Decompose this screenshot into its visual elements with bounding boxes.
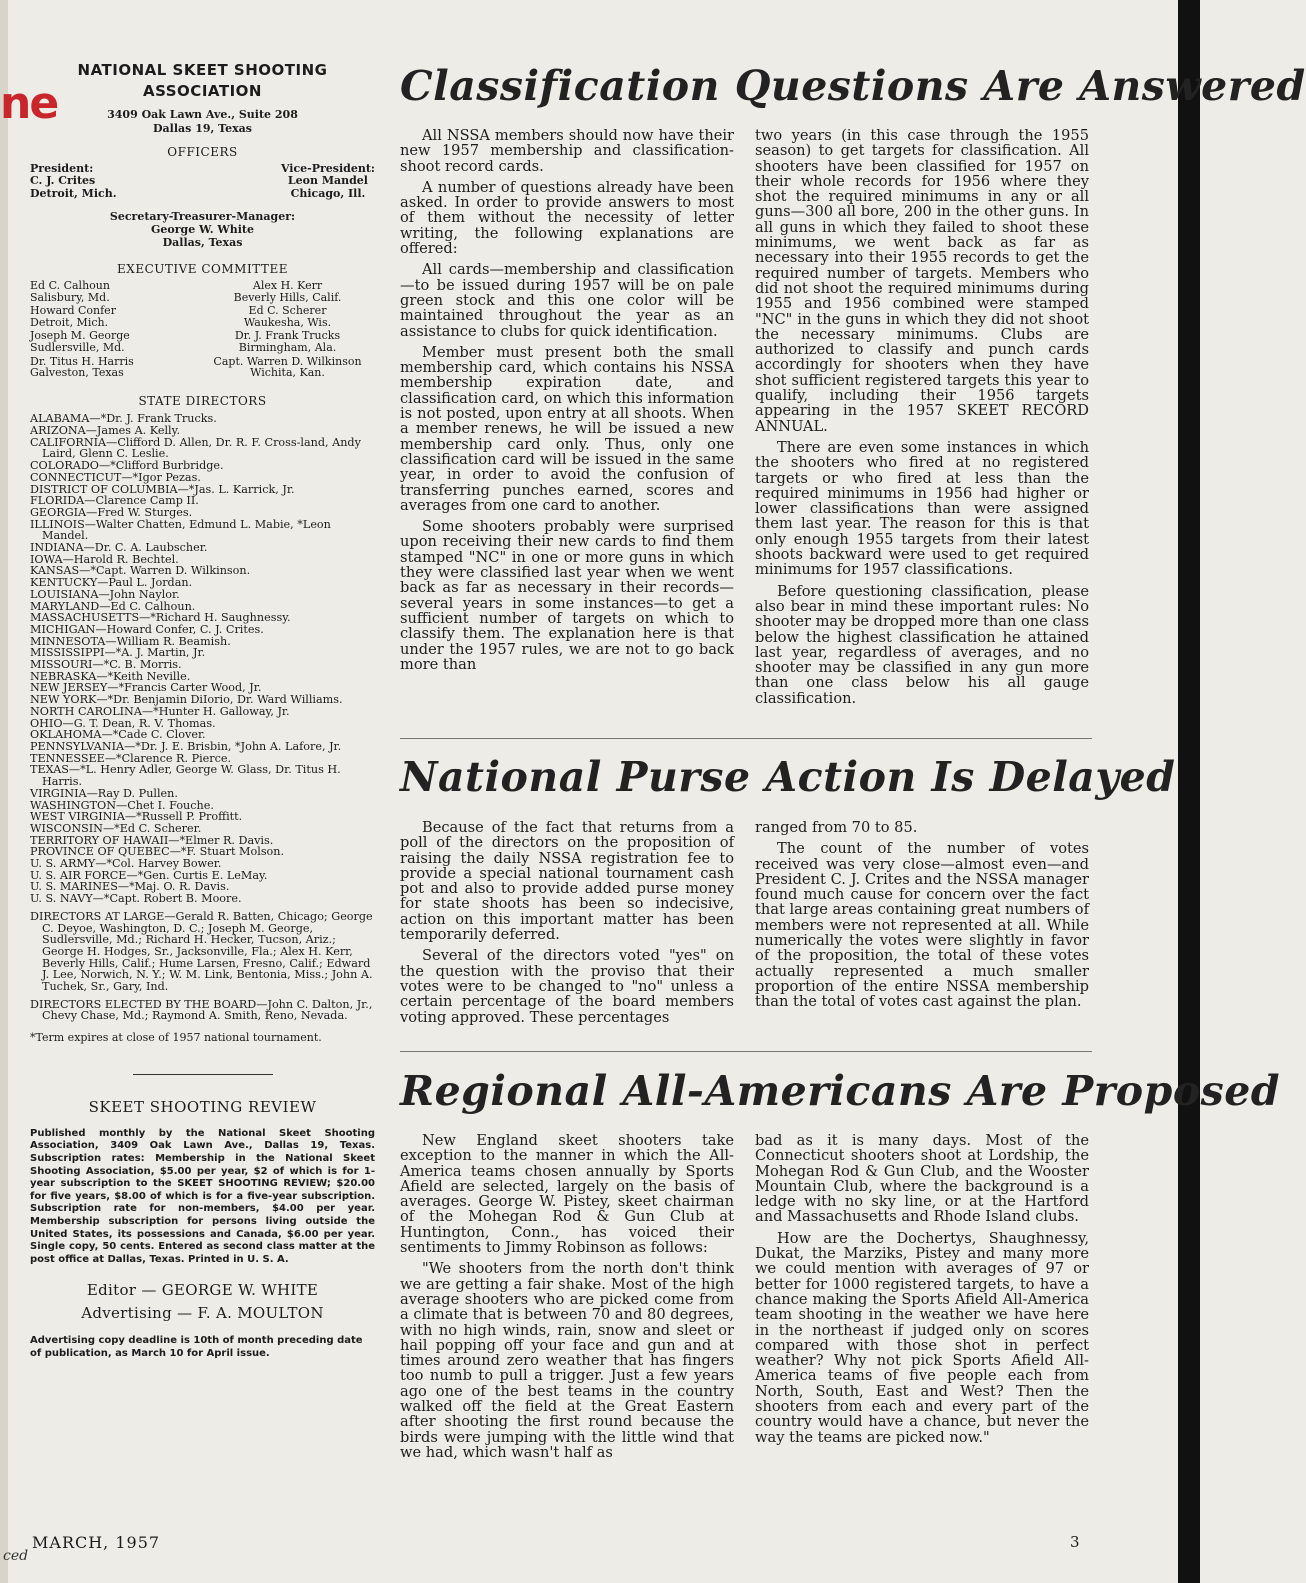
issue-date: MARCH, 1957 <box>32 1533 161 1552</box>
term-footnote: *Term expires at close of 1957 national tournament. <box>30 1031 322 1045</box>
member-city: Galveston, Texas <box>30 366 124 380</box>
association-name-line1: NATIONAL SKEET SHOOTING <box>77 61 328 79</box>
article-divider <box>400 738 1092 739</box>
state-director-entry: CONNECTICUT—*Igor Pezas. <box>30 470 201 484</box>
state-director-entry: NEW JERSEY—*Francis Carter Wood, Jr. <box>30 681 262 695</box>
state-directors-heading: STATE DIRECTORS <box>138 393 267 408</box>
editor-credit: Editor — GEORGE W. WHITE <box>86 1281 319 1300</box>
state-director-entry: CALIFORNIA—Clifford D. Allen, Dr. R. F. Cross-land, Andy Laird, Glenn C. Leslie. <box>30 435 361 461</box>
committee-member <box>200 356 375 379</box>
headline-all-americans: Regional All-Americans Are Proposed <box>400 1067 1281 1115</box>
article-classification-col2: two years (in this case through the 1955 season) to get targets for classification. All shooters have been classified for 1957 on their whole records for 1956 where they shot the required minimums in any or all guns—300 all bore, 200 in the other guns. In all guns in which they failed to shoot these minimums, we went back as far as necessary into their 1955 records to get the required number of targets. Members who did not shoot the required minimums during 1955 and 1956 combined were stamped "NC" in the guns in which they did not shoot the necessary minimums. Clubs are authorized to classify and punch cards accordingly for shooters when they have shot sufficient registered targets this year to qualify, including their 1956 targets appearing in the 1957 SKEET RECORD ANNUAL. There are even some instances in which the shooters who fired at no registered targets or who fired at less than the required minimums in 1956 had higher or lower classifications than were assigned them last year. The reason for this is that only enough 1955 targets from their latest shoots backward were used to get required minimums for 1957 classifications. Before questioning classification, please also bear in mind these important rules: No shooter may be dropped more than one class below the highest classification he attained last year, regardless of averages, and no shooter may be classified in any gun more than one class below his all gauge classification. <box>755 127 1089 707</box>
page-right-edge <box>1178 0 1200 1583</box>
state-director-entry: TENNESSEE—*Clarence R. Pierce. <box>30 751 232 765</box>
article-purse-col2: ranged from 70 to 85. The count of the number of votes received was very close—almost even—and President C. J. Crites and the NSSA manager found much cause for concern over the fact that large areas containing great numbers of members were not represented at all. While numerically the votes were slightly in favor of the proposition, the total of these votes actually represented a much smaller proportion of the entire NSSA membership than the total of votes cast against the plan. <box>755 819 1089 1011</box>
member-name: Howard Confer <box>30 304 116 318</box>
state-director-entry: U. S. NAVY—*Capt. Robert B. Moore. <box>30 892 242 906</box>
member-city: Detroit, Mich. <box>30 315 109 329</box>
state-director-entry: VIRGINIA—Ray D. Pullen. <box>30 786 178 800</box>
state-director-entry: TERRITORY OF HAWAII—*Elmer R. Davis. <box>30 833 274 847</box>
state-director-entry: MICHIGAN—Howard Confer, C. J. Crites. <box>30 622 264 636</box>
adjacent-page-red-tab: ne <box>0 78 58 129</box>
state-director-entry: OKLAHOMA—*Cade C. Clover. <box>30 728 206 742</box>
state-director-entry: U. S. ARMY—*Col. Harvey Bower. <box>30 857 222 871</box>
member-city: Waukesha, Wis. <box>243 315 332 329</box>
state-director-entry: WISCONSIN—*Ed C. Scherer. <box>30 821 202 835</box>
state-director-entry: U. S. AIR FORCE—*Gen. Curtis E. LeMay. <box>30 868 268 882</box>
page-left-edge <box>0 0 8 1583</box>
member-city: Sudlersville, Md. <box>30 340 125 354</box>
state-director-entry: MISSISSIPPI—*A. J. Martin, Jr. <box>30 646 206 660</box>
divider <box>133 1074 273 1075</box>
state-director-entry: ILLINOIS—Walter Chatten, Edmund L. Mabie, *Leon Mandel. <box>30 517 331 543</box>
state-director-entry: INDIANA—Dr. C. A. Laubscher. <box>30 541 208 555</box>
state-director-entry: DISTRICT OF COLUMBIA—*Jas. L. Karrick, Jr. <box>30 482 295 496</box>
state-director-entry: ARIZONA—James A. Kelly. <box>30 424 181 438</box>
committee-member <box>30 280 200 303</box>
executive-committee-left <box>30 280 200 381</box>
officers-block <box>30 163 375 201</box>
member-name: Dr. J. Frank Trucks <box>234 329 341 343</box>
association-address: 3409 Oak Lawn Ave., Suite 208 Dallas 19, Texas <box>107 108 298 135</box>
state-director-entry: ALABAMA—*Dr. J. Frank Trucks. <box>30 412 217 426</box>
state-director-entry: PENNSYLVANIA—*Dr. J. E. Brisbin, *John A. Lafore, Jr. <box>30 740 342 753</box>
publication-info: Published monthly by the National Skeet Shooting Association, 3409 Oak Lawn Ave., Dallas 19, Texas. Subscription rates: Membership in the National Skeet Shooting Association, $5.00 per year, $2 of which is for 1-year subscription to the SKEET SHOOTING REVIEW; $20.00 for five years, $8.00 of which is for a five-year subscription. Subscription rate for non-members, $4.00 per year. Membership subscription for persons living outside the United States, its possessions and Canada, $6.00 per year. Single copy, 50 cents. Entered as second class matter at the post office at Dallas, Texas. Printed in U. S. A. <box>30 1127 375 1265</box>
executive-committee-right <box>200 280 375 381</box>
adjacent-page-mark: ced <box>3 1548 29 1564</box>
article-divider <box>400 1051 1092 1052</box>
article-classification-col1: All NSSA members should now have their new 1957 membership and classification-shoot record cards. A number of questions already have been asked. In order to provide answers to most of them without the necessity of letter writing, the following explanations are offered: All cards—membership and classification—to be issued during 1957 will be on pale green stock and this one color will be maintained throughout the year as an assistance to clubs for quick identification. Member must present both the small membership card, which contains his NSSA membership expiration date, and classification card, on which this information is not posted, upon entry at all shoots. When a member renews, he will be issued a new membership card only. Thus, only one classification card will be issued in the same year, in order to avoid the confusion of transferring punches earned, scores and averages from one card to another. Some shooters probably were surprised upon receiving their new cards to find them stamped "NC" in one or more guns in which they were classified last year when we went back as far as necessary in their records—several years in some instances—to get a sufficient number of targets on which to classify them. The explanation here is that under the 1957 rules, we are not to go back more than <box>400 127 734 673</box>
member-city: Birmingham, Ala. <box>238 340 337 354</box>
state-director-entry: NEW YORK—*Dr. Benjamin DiIorio, Dr. Ward Williams. <box>30 693 343 707</box>
member-name: Alex H. Kerr <box>252 278 323 292</box>
state-director-entry: MINNESOTA—William R. Beamish. <box>30 634 231 648</box>
state-director-entry: WASHINGTON—Chet I. Fouche. <box>30 798 214 812</box>
officers-heading: OFFICERS <box>167 145 238 159</box>
state-director-entry: NORTH CAROLINA—*Hunter H. Galloway, Jr. <box>30 704 290 718</box>
member-name: Capt. Warren D. Wilkinson <box>213 354 362 368</box>
member-name: Joseph M. George <box>30 329 130 343</box>
president: President: C. J. Crites Detroit, Mich. <box>30 161 117 200</box>
state-directors-list <box>30 413 375 905</box>
directors-elected: DIRECTORS ELECTED BY THE BOARD—John C. Dalton, Jr., Chevy Chase, Md.; Raymond A. Smith, Reno, Nevada. <box>30 997 373 1023</box>
state-director-entry: KANSAS—*Capt. Warren D. Wilkinson. <box>30 564 251 578</box>
state-director-entry: TEXAS—*L. Henry Adler, George W. Glass, Dr. Titus H. Harris. <box>30 763 341 789</box>
secretary-block: Secretary-Treasurer-Manager: George W. White Dallas, Texas <box>109 210 296 250</box>
state-director-entry: MARYLAND—Ed C. Calhoun. <box>30 599 196 613</box>
vice-president: Vice-President: Leon Mandel Chicago, Ill. <box>280 161 375 200</box>
member-city: Wichita, Kan. <box>250 366 325 380</box>
member-city: Beverly Hills, Calif. <box>233 290 342 304</box>
committee-member <box>200 330 375 353</box>
state-director-entry: COLORADO—*Clifford Burbridge. <box>30 459 224 473</box>
state-director-entry: OHIO—G. T. Dean, R. V. Thomas. <box>30 716 216 730</box>
advertising-credit: Advertising — F. A. MOULTON <box>81 1303 324 1322</box>
committee-member <box>200 280 375 303</box>
member-name: Dr. Titus H. Harris <box>30 354 134 368</box>
committee-member <box>30 356 200 379</box>
masthead-column <box>30 60 375 1361</box>
state-director-entry: NEBRASKA—*Keith Neville. <box>30 669 191 683</box>
member-city: Salisbury, Md. <box>30 290 110 304</box>
association-name-line2: ASSOCIATION <box>143 82 262 100</box>
article-all-americans-col1: New England skeet shooters take exception to the manner in which the All-America teams chosen annually by Sports Afield are selected, largely on the basis of averages. George W. Pistey, skeet chairman of the Mohegan Rod & Gun Club at Huntington, Conn., has voiced their sentiments to Jimmy Robinson as follows: "We shooters from the north don't think we are getting a fair shake. Most of the high average shooters who are picked come from a climate that is between 70 and 80 degrees, with no high winds, rain, snow and sleet or hail popping off your face and gun and at times around zero weather that has fingers too numb to pull a trigger. Just a few years ago one of the best teams in the country walked off the field at the Great Eastern after shooting the first round because the birds were jumping with the little wind that we had, which wasn't half as <box>400 1132 734 1461</box>
state-director-entry: FLORIDA—Clarence Camp II. <box>30 494 199 508</box>
state-director-entry: KENTUCKY—Paul L. Jordan. <box>30 576 193 590</box>
state-director-entry: MISSOURI—*C. B. Morris. <box>30 658 182 672</box>
state-director-entry: WEST VIRGINIA—*Russell P. Proffitt. <box>30 810 243 824</box>
committee-member <box>30 305 200 328</box>
state-director-entry: MASSACHUSETTS—*Richard H. Saughnessy. <box>30 611 291 625</box>
member-name: Ed C. Calhoun <box>30 278 110 292</box>
state-director-entry: PROVINCE OF QUEBEC—*F. Stuart Molson. <box>30 845 285 859</box>
member-name: Ed C. Scherer <box>248 304 327 318</box>
state-director-entry: GEORGIA—Fred W. Sturges. <box>30 505 193 519</box>
article-all-americans-col2: bad as it is many days. Most of the Connecticut shooters shoot at Lordship, the Mohegan Rod & Gun Club, and the Wooster Mountain Club, where the background is a ledge with no sky line, or at the Hartford and Massachusetts and Rhode Island clubs. How are the Dochertys, Shaughnessy, Dukat, the Marziks, Pistey and many more we could mention with averages of 97 or better for 1000 registered targets, to have a chance making the Sports Afield All-America team shooting in the weather we have here in the northeast if judged only on scores compared with those shot in perfect weather? Why not pick Sports Afield All-America teams of five people each from North, South, East and West? Then the shooters from each and every part of the country would have a chance, but never the way the teams are picked now." <box>755 1132 1089 1446</box>
committee-member <box>200 305 375 328</box>
executive-committee <box>30 280 375 381</box>
article-purse-col1: Because of the fact that returns from a poll of the directors on the proposition of raising the daily NSSA registration fee to provide a special national tournament cash pot and also to provide added purse money for state shoots has been so indecisive, action on this important matter has been temporarily deferred. Several of the directors voted "yes" on the question with the proviso that their votes were to be changed to "no" unless a certain percentage of the board members voting approved. These percentages <box>400 819 734 1026</box>
advertising-deadline: Advertising copy deadline is 10th of month preceding date of publication, as March 10 for April issue. <box>30 1335 363 1360</box>
state-director-entry: LOUISIANA—John Naylor. <box>30 587 180 601</box>
directors-at-large: DIRECTORS AT LARGE—Gerald R. Batten, Chicago; George C. Deyoe, Washington, D. C.; Joseph M. George, Sudlersville, Md.; Richard H. Hecker, Tucson, Ariz.; George H. Hodges, Sr., Jacksonville, Fla.; Alex H. Kerr, Beverly Hills, Calif.; Hume Larsen, Fresno, Calif.; Edward J. Lee, Norwich, N. Y.; W. M. Link, Bentonia, Miss.; John A. Tuchek, Sr., Gary, Ind. <box>30 909 373 994</box>
executive-committee-heading: EXECUTIVE COMMITTEE <box>117 262 288 277</box>
committee-member <box>30 330 200 353</box>
page-number: 3 <box>1070 1533 1080 1551</box>
headline-classification: Classification Questions Are Answered <box>400 62 1306 110</box>
state-director-entry: IOWA—Harold R. Bechtel. <box>30 552 179 566</box>
state-director-entry: U. S. MARINES—*Maj. O. R. Davis. <box>30 880 230 894</box>
review-heading: SKEET SHOOTING REVIEW <box>88 1098 317 1117</box>
headline-purse: National Purse Action Is Delayed <box>400 753 1176 801</box>
